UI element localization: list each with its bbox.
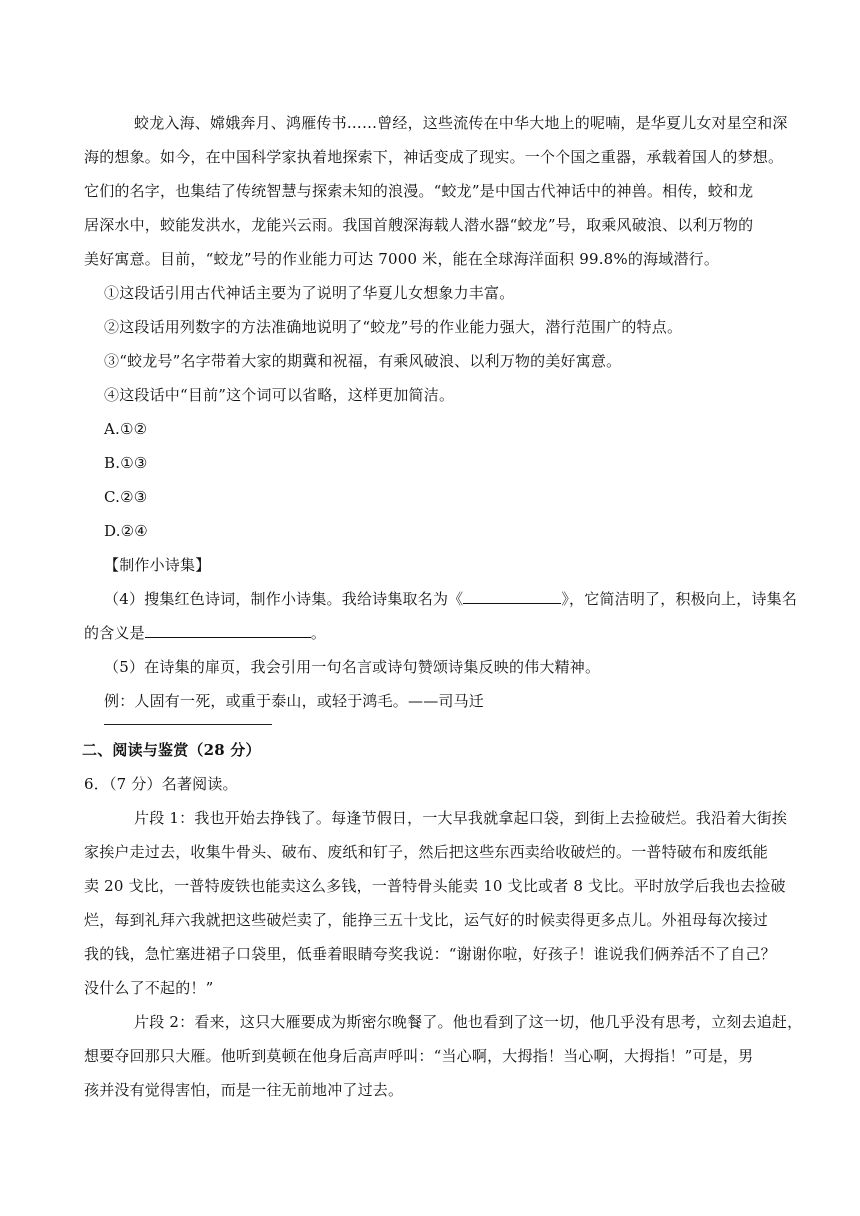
anthology-title-blank[interactable] <box>463 589 561 604</box>
paragraph-line: 片段 1：我也开始去挣钱了。每逢节假日，一大早我就拿起口袋，到街上去捡破烂。我沿着大街挨 <box>134 809 788 827</box>
option-list <box>84 412 782 548</box>
paragraph-line: 蛟龙入海、嫦娥奔月、鸿雁传书……曾经，这些流传在中华大地上的呢喃，是华夏儿女对星空和深 <box>134 114 788 132</box>
section-2-heading: 二、阅读与鉴赏（28 分） <box>82 741 261 759</box>
fragment-2 <box>84 1005 803 1107</box>
answer-line[interactable] <box>104 724 272 725</box>
section-label: 【制作小诗集】 <box>104 556 211 574</box>
paragraph-line: 卖 20 戈比，一普特废铁也能卖这么多钱，一普特骨头能卖 10 戈比或者 8 戈比。平时放学后我也去捡破 <box>84 877 786 895</box>
statement-item: ④这段话中“目前”这个词可以省略，这样更加简洁。 <box>104 386 455 404</box>
anthology-meaning-blank[interactable] <box>145 623 311 638</box>
question-5-example: 例：人固有一死，或重于泰山，或轻于鸿毛。——司马迁 <box>104 692 485 710</box>
option-b[interactable]: B.①③ <box>104 454 148 472</box>
question-4-text-d: 。 <box>310 624 327 642</box>
passage-intro <box>84 106 788 276</box>
question-4-text-c: 的含义是 <box>84 624 145 642</box>
question-5-text: （5）在诗集的扉页，我会引用一句名言或诗句赞颂诗集反映的伟大精神。 <box>104 658 601 676</box>
paragraph-line: 居深水中，蛟能发洪水，龙能兴云雨。我国首艘深海载人潜水器“蛟龙”号，取乘风破浪、以利万物的 <box>84 216 754 234</box>
question-4-text-b: 》，它简洁明了，积极向上，诗集名 <box>561 590 798 608</box>
paragraph-line: 它们的名字，也集结了传统智慧与探索未知的浪漫。“蛟龙”是中国古代神话中的神兽。相传，蛟和龙 <box>84 182 754 200</box>
option-d[interactable]: D.②④ <box>104 522 148 540</box>
statement-item: ③“蛟龙号”名字带着大家的期冀和祝福，有乘风破浪、以利万物的美好寓意。 <box>104 352 622 370</box>
option-a[interactable]: A.①② <box>104 420 148 438</box>
paragraph-line: 想要夺回那只大雁。他听到莫顿在他身后高声呼叫：“当心啊，大拇指！当心啊，大拇指！”可是，男 <box>84 1047 754 1065</box>
paragraph-line: 孩并没有觉得害怕，而是一往无前地冲了过去。 <box>84 1081 404 1099</box>
paragraph-line: 没什么了不起的！” <box>84 979 214 997</box>
question-4-text-a: （4）搜集红色诗词，制作小诗集。我给诗集取名为《 <box>104 590 464 608</box>
paragraph-line: 美好寓意。目前，“蛟龙”号的作业能力可达 7000 米，能在全球海洋面积 99.8%的海域潜行。 <box>84 250 720 268</box>
question-4-line-2 <box>84 616 782 650</box>
paragraph-line: 海的想象。如今，在中国科学家执着地探索下，神话变成了现实。一个个国之重器，承载着国人的梦想。 <box>84 148 784 166</box>
paragraph-line: 片段 2：看来，这只大雁要成为斯密尔晚餐了。他也看到了这一切，他几乎没有思考，立刻去追赶， <box>134 1013 803 1031</box>
paragraph-line: 我的钱，急忙塞进裙子口袋里，低垂着眼睛夸奖我说：“谢谢你啦，好孩子！谁说我们俩养活不了自己？ <box>84 945 776 963</box>
paragraph-line: 家挨户走过去，收集牛骨头、破布、废纸和钉子，然后把这些东西卖给收破烂的。一普特破布和废纸能 <box>84 843 769 861</box>
option-c[interactable]: C.②③ <box>104 488 148 506</box>
fragment-1 <box>84 801 788 1005</box>
question-4-line-1 <box>84 582 798 616</box>
paragraph-line: 烂，每到礼拜六我就把这些破烂卖了，能挣三五十戈比，运气好的时候卖得更多点儿。外祖母每次接过 <box>84 911 769 929</box>
question-6-title: 6．（7 分）名著阅读。 <box>84 775 238 793</box>
statement-item: ①这段话引用古代神话主要为了说明了华夏儿女想象力丰富。 <box>104 284 515 302</box>
statement-list <box>84 276 782 412</box>
statement-item: ②这段话用列数字的方法准确地说明了“蛟龙”号的作业能力强大，潜行范围广的特点。 <box>104 318 683 336</box>
